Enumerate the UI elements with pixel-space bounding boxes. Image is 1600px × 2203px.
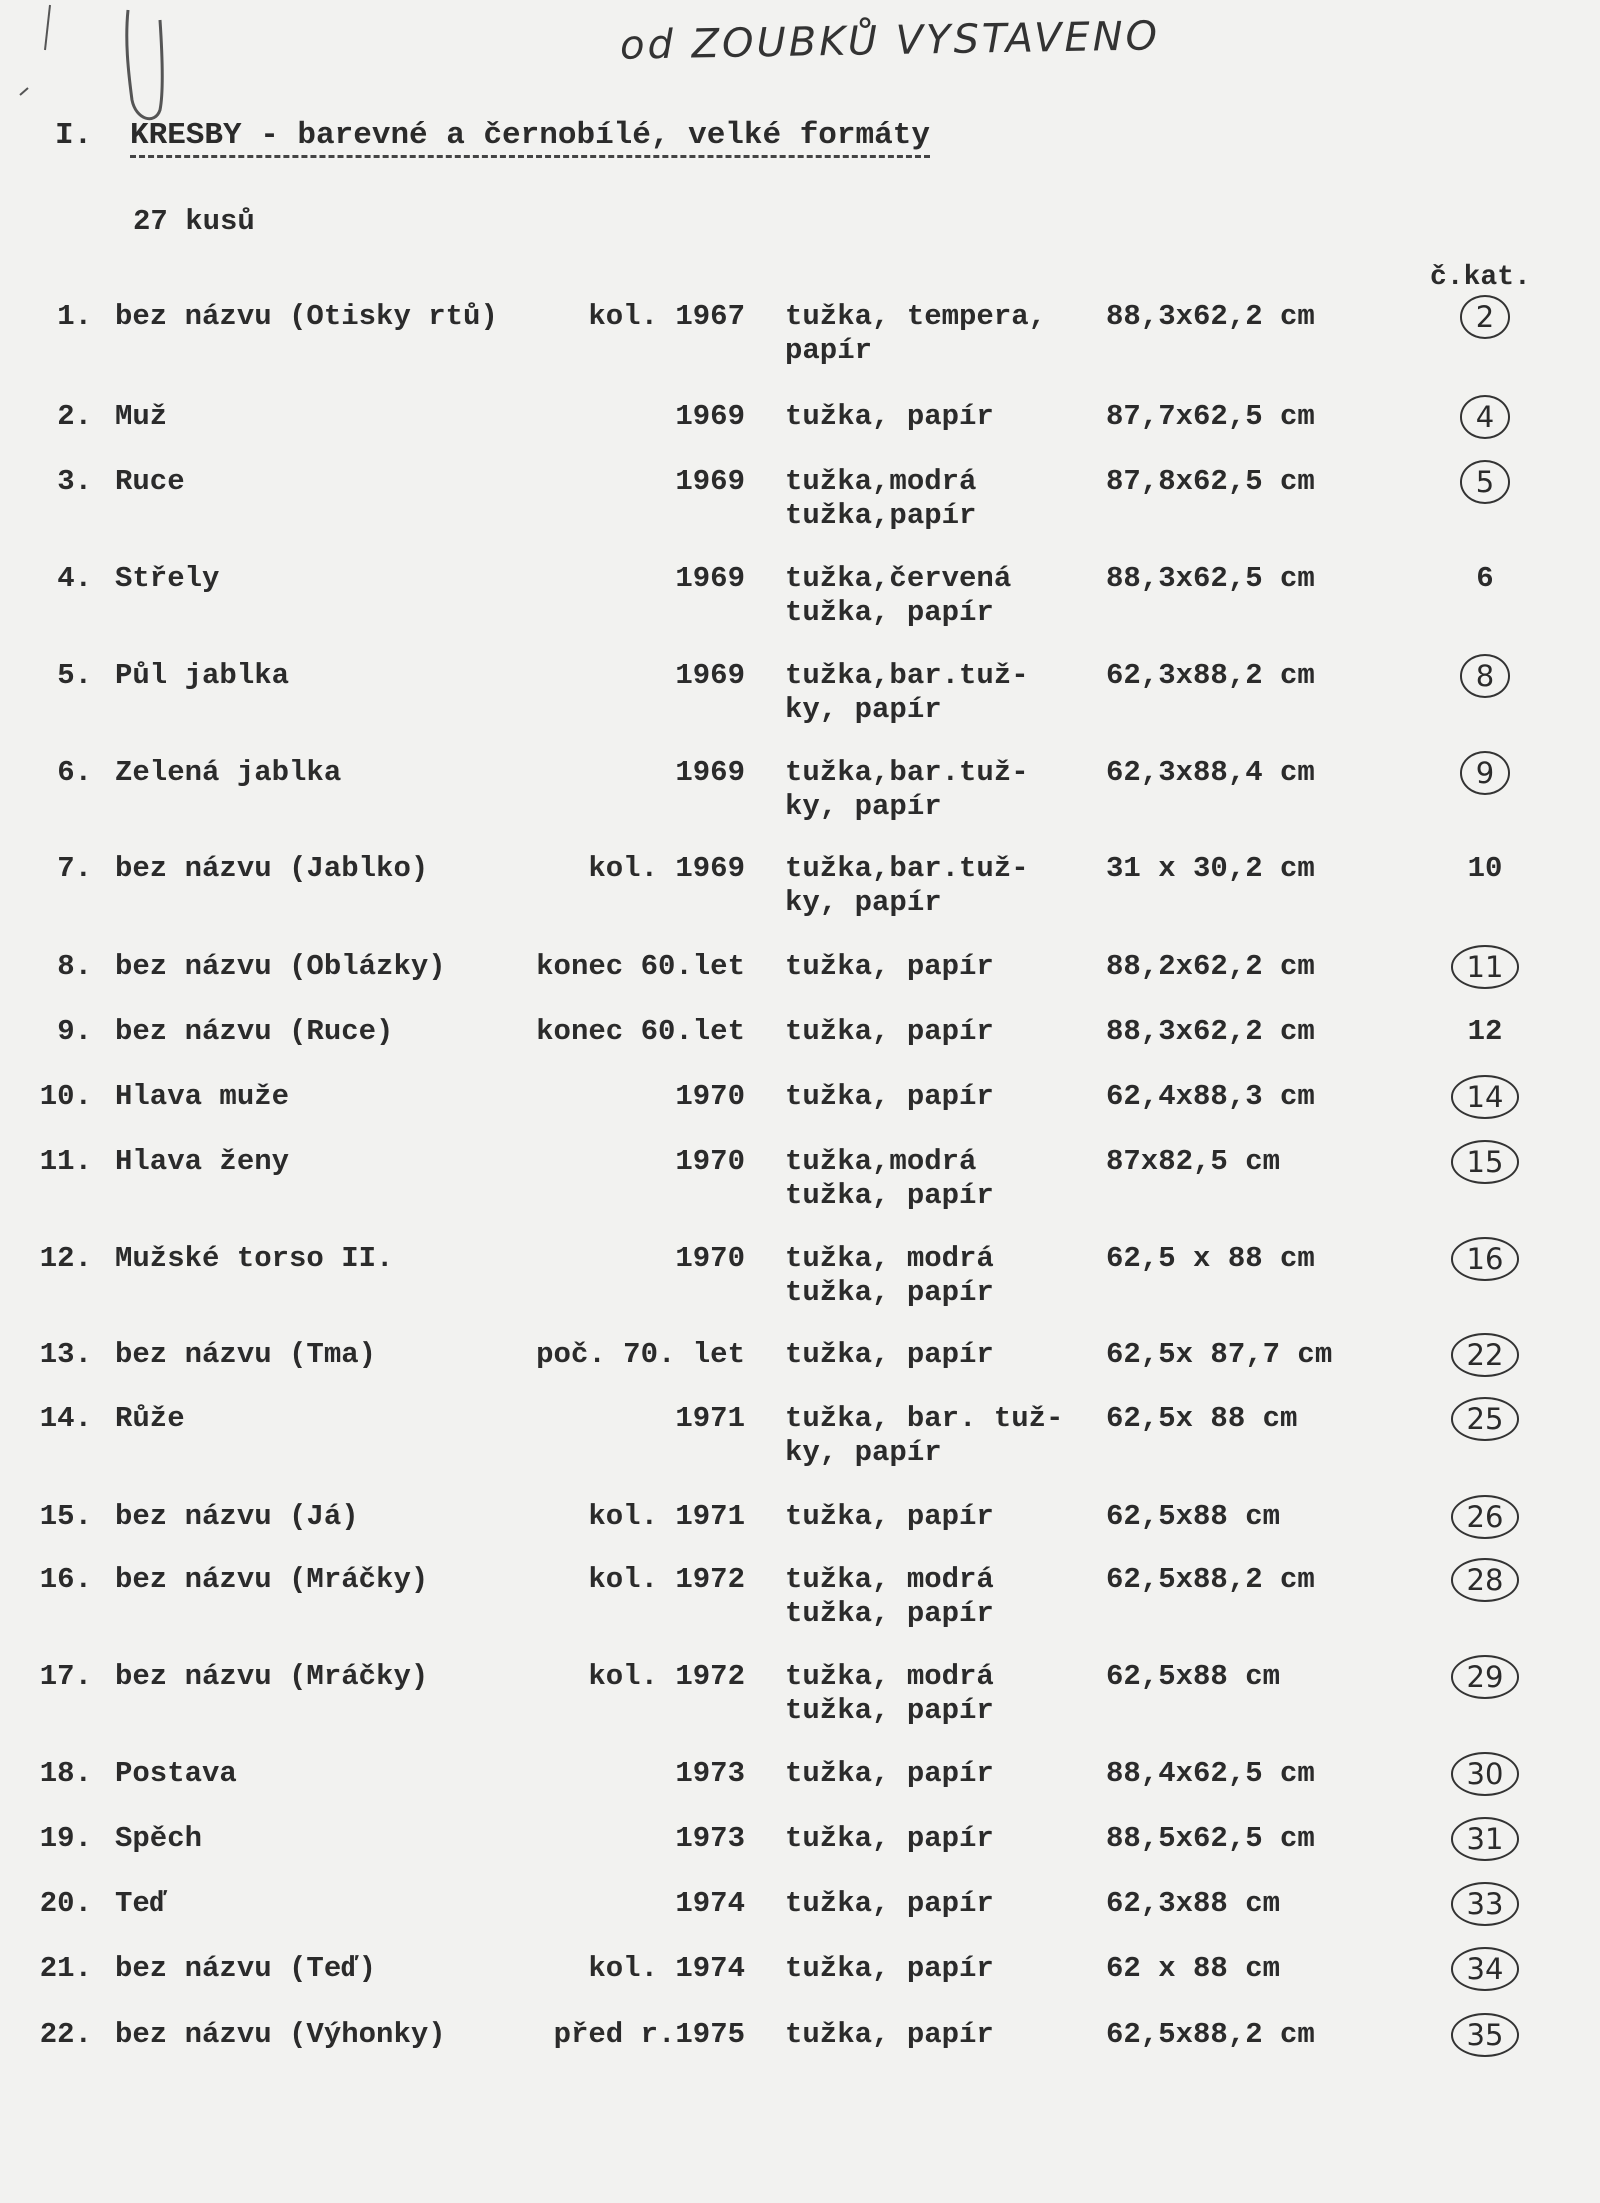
item-catalog-number <box>1440 465 1530 504</box>
item-dimensions: 88,4x62,5 cm <box>1106 1757 1315 1790</box>
circled-catalog-number: 30 <box>1451 1752 1520 1796</box>
item-date: 1969 <box>675 659 745 692</box>
item-catalog-number <box>1440 1887 1530 1926</box>
item-dimensions: 62,5x88,2 cm <box>1106 2018 1315 2051</box>
item-dimensions: 88,3x62,2 cm <box>1106 1015 1315 1048</box>
item-technique: tužka,modrá tužka,papír <box>785 465 977 532</box>
item-number: 9. <box>57 1015 92 1048</box>
catalog-number: 6 <box>1476 562 1494 595</box>
circled-catalog-number: 9 <box>1460 751 1510 795</box>
item-dimensions: 62,5 x 88 cm <box>1106 1242 1315 1275</box>
catalog-number-header: č.kat. <box>1430 262 1531 293</box>
item-number: 22. <box>39 2018 92 2051</box>
item-number: 15. <box>39 1500 92 1533</box>
item-date: 1971 <box>675 1402 745 1435</box>
item-number: 6. <box>57 756 92 789</box>
item-date: kol. 1967 <box>588 300 745 333</box>
item-date: kol. 1972 <box>588 1563 745 1596</box>
circled-catalog-number: 22 <box>1451 1333 1520 1377</box>
item-title: bez názvu (Ruce) <box>115 1015 394 1048</box>
section-heading <box>55 118 930 153</box>
item-technique: tužka, papír <box>785 1887 994 1920</box>
item-date: konec 60.let <box>536 950 745 983</box>
circled-catalog-number: 11 <box>1451 945 1520 989</box>
item-date: kol. 1972 <box>588 1660 745 1693</box>
item-title: bez názvu (Tma) <box>115 1338 377 1371</box>
item-title: bez názvu (Já) <box>115 1500 359 1533</box>
item-catalog-number <box>1440 562 1530 596</box>
circled-catalog-number: 5 <box>1460 460 1510 504</box>
circled-catalog-number: 15 <box>1451 1140 1520 1184</box>
item-title: bez názvu (Výhonky) <box>115 2018 446 2051</box>
item-dimensions: 62,4x88,3 cm <box>1106 1080 1315 1113</box>
item-dimensions: 88,2x62,2 cm <box>1106 950 1315 983</box>
item-technique: tužka, modrá tužka, papír <box>785 1660 994 1727</box>
item-number: 17. <box>39 1660 92 1693</box>
item-title: Hlava ženy <box>115 1145 290 1178</box>
item-number: 18. <box>39 1757 92 1790</box>
item-catalog-number <box>1440 1080 1530 1119</box>
item-technique: tužka, papír <box>785 950 994 983</box>
item-title: Ruce <box>115 465 185 498</box>
item-title: bez názvu (Mráčky) <box>115 1563 429 1596</box>
item-title: bez názvu (Jablko) <box>115 852 429 885</box>
item-date: 1973 <box>675 1822 745 1855</box>
item-number: 3. <box>57 465 92 498</box>
item-number: 12. <box>39 1242 92 1275</box>
item-catalog-number <box>1440 756 1530 795</box>
item-number: 8. <box>57 950 92 983</box>
item-number: 7. <box>57 852 92 885</box>
item-date: kol. 1971 <box>588 1500 745 1533</box>
item-number: 4. <box>57 562 92 595</box>
item-dimensions: 88,3x62,5 cm <box>1106 562 1315 595</box>
circled-catalog-number: 31 <box>1451 1817 1520 1861</box>
item-count: 27 kusů <box>133 205 255 238</box>
catalog-number: 12 <box>1467 1015 1503 1048</box>
item-date: kol. 1974 <box>588 1952 745 1985</box>
circled-catalog-number: 14 <box>1451 1075 1520 1119</box>
item-title: Půl jablka <box>115 659 290 692</box>
item-technique: tužka,bar.tuž- ky, papír <box>785 659 1029 726</box>
item-catalog-number <box>1440 1500 1530 1539</box>
item-title: bez názvu (Teď) <box>115 1952 377 1985</box>
item-date: 1970 <box>675 1145 745 1178</box>
item-dimensions: 62,3x88,4 cm <box>1106 756 1315 789</box>
item-dimensions: 87,8x62,5 cm <box>1106 465 1315 498</box>
item-number: 16. <box>39 1563 92 1596</box>
item-catalog-number <box>1440 1402 1530 1441</box>
item-number: 2. <box>57 400 92 433</box>
item-title: Muž <box>115 400 168 433</box>
item-technique: tužka, papír <box>785 1015 994 1048</box>
item-date: 1973 <box>675 1757 745 1790</box>
item-title: Zelená jablka <box>115 756 342 789</box>
item-technique: tužka, modrá tužka, papír <box>785 1242 994 1309</box>
circled-catalog-number: 29 <box>1451 1655 1520 1699</box>
item-date: 1969 <box>675 756 745 789</box>
item-dimensions: 62,5x 88 cm <box>1106 1402 1298 1435</box>
item-number: 11. <box>39 1145 92 1178</box>
item-date: před r.1975 <box>553 2018 745 2051</box>
item-title: Teď <box>115 1887 168 1920</box>
item-catalog-number <box>1440 1952 1530 1991</box>
item-catalog-number <box>1440 2018 1530 2057</box>
circled-catalog-number: 16 <box>1451 1237 1520 1281</box>
item-catalog-number <box>1440 1660 1530 1699</box>
item-title: Střely <box>115 562 220 595</box>
item-catalog-number <box>1440 1757 1530 1796</box>
item-technique: tužka, modrá tužka, papír <box>785 1563 994 1630</box>
item-date: 1969 <box>675 465 745 498</box>
item-date: poč. 70. let <box>536 1338 745 1371</box>
item-technique: tužka, bar. tuž- ky, papír <box>785 1402 1064 1469</box>
item-technique: tužka, tempera, papír <box>785 300 1047 367</box>
item-technique: tužka, papír <box>785 1338 994 1371</box>
section-number: I. <box>55 118 93 153</box>
item-technique: tužka, papír <box>785 400 994 433</box>
circled-catalog-number: 26 <box>1451 1495 1520 1539</box>
item-catalog-number <box>1440 1242 1530 1281</box>
item-catalog-number <box>1440 1015 1530 1049</box>
item-dimensions: 62,3x88,2 cm <box>1106 659 1315 692</box>
item-title: Mužské torso II. <box>115 1242 394 1275</box>
item-date: 1974 <box>675 1887 745 1920</box>
item-technique: tužka, papír <box>785 1952 994 1985</box>
item-technique: tužka, papír <box>785 1500 994 1533</box>
item-catalog-number <box>1440 300 1530 339</box>
item-date: 1970 <box>675 1080 745 1113</box>
item-technique: tužka,bar.tuž- ky, papír <box>785 852 1029 919</box>
item-title: bez názvu (Otisky rtů) <box>115 300 498 333</box>
item-catalog-number <box>1440 1145 1530 1184</box>
item-title: Spěch <box>115 1822 203 1855</box>
item-technique: tužka, papír <box>785 1080 994 1113</box>
item-technique: tužka,červená tužka, papír <box>785 562 1012 629</box>
item-catalog-number <box>1440 852 1530 886</box>
circled-catalog-number: 8 <box>1460 654 1510 698</box>
handwritten-note: od ZOUBKŮ VYSTAVENO <box>619 13 1161 69</box>
item-date: 1969 <box>675 400 745 433</box>
section-title: KRESBY - barevné a černobílé, velké formáty <box>130 118 930 158</box>
circled-catalog-number: 34 <box>1451 1947 1520 1991</box>
item-dimensions: 87,7x62,5 cm <box>1106 400 1315 433</box>
item-number: 14. <box>39 1402 92 1435</box>
item-title: bez názvu (Oblázky) <box>115 950 446 983</box>
item-technique: tužka,modrá tužka, papír <box>785 1145 994 1212</box>
item-number: 1. <box>57 300 92 333</box>
item-number: 10. <box>39 1080 92 1113</box>
item-number: 13. <box>39 1338 92 1371</box>
item-dimensions: 62,5x88 cm <box>1106 1660 1281 1693</box>
circled-catalog-number: 25 <box>1451 1397 1520 1441</box>
item-dimensions: 62 x 88 cm <box>1106 1952 1281 1985</box>
item-catalog-number <box>1440 1338 1530 1377</box>
item-technique: tužka, papír <box>785 1757 994 1790</box>
item-dimensions: 31 x 30,2 cm <box>1106 852 1315 885</box>
item-technique: tužka,bar.tuž- ky, papír <box>785 756 1029 823</box>
item-title: Hlava muže <box>115 1080 290 1113</box>
circled-catalog-number: 35 <box>1451 2013 1520 2057</box>
circled-catalog-number: 28 <box>1451 1558 1520 1602</box>
circled-catalog-number: 2 <box>1460 295 1510 339</box>
item-number: 19. <box>39 1822 92 1855</box>
catalog-number: 10 <box>1467 852 1503 885</box>
item-dimensions: 88,3x62,2 cm <box>1106 300 1315 333</box>
item-title: Postava <box>115 1757 237 1790</box>
item-catalog-number <box>1440 659 1530 698</box>
item-technique: tužka, papír <box>785 2018 994 2051</box>
item-catalog-number <box>1440 1822 1530 1861</box>
item-catalog-number <box>1440 1563 1530 1602</box>
item-date: kol. 1969 <box>588 852 745 885</box>
item-number: 20. <box>39 1887 92 1920</box>
item-catalog-number <box>1440 950 1530 989</box>
item-dimensions: 88,5x62,5 cm <box>1106 1822 1315 1855</box>
item-number: 21. <box>39 1952 92 1985</box>
circled-catalog-number: 4 <box>1460 395 1510 439</box>
item-dimensions: 87x82,5 cm <box>1106 1145 1281 1178</box>
item-date: konec 60.let <box>536 1015 745 1048</box>
circled-catalog-number: 33 <box>1451 1882 1520 1926</box>
item-title: bez názvu (Mráčky) <box>115 1660 429 1693</box>
item-date: 1969 <box>675 562 745 595</box>
item-dimensions: 62,5x88,2 cm <box>1106 1563 1315 1596</box>
item-dimensions: 62,5x88 cm <box>1106 1500 1281 1533</box>
item-dimensions: 62,5x 87,7 cm <box>1106 1338 1333 1371</box>
item-catalog-number <box>1440 400 1530 439</box>
item-date: 1970 <box>675 1242 745 1275</box>
item-dimensions: 62,3x88 cm <box>1106 1887 1281 1920</box>
item-technique: tužka, papír <box>785 1822 994 1855</box>
item-number: 5. <box>57 659 92 692</box>
item-title: Růže <box>115 1402 185 1435</box>
